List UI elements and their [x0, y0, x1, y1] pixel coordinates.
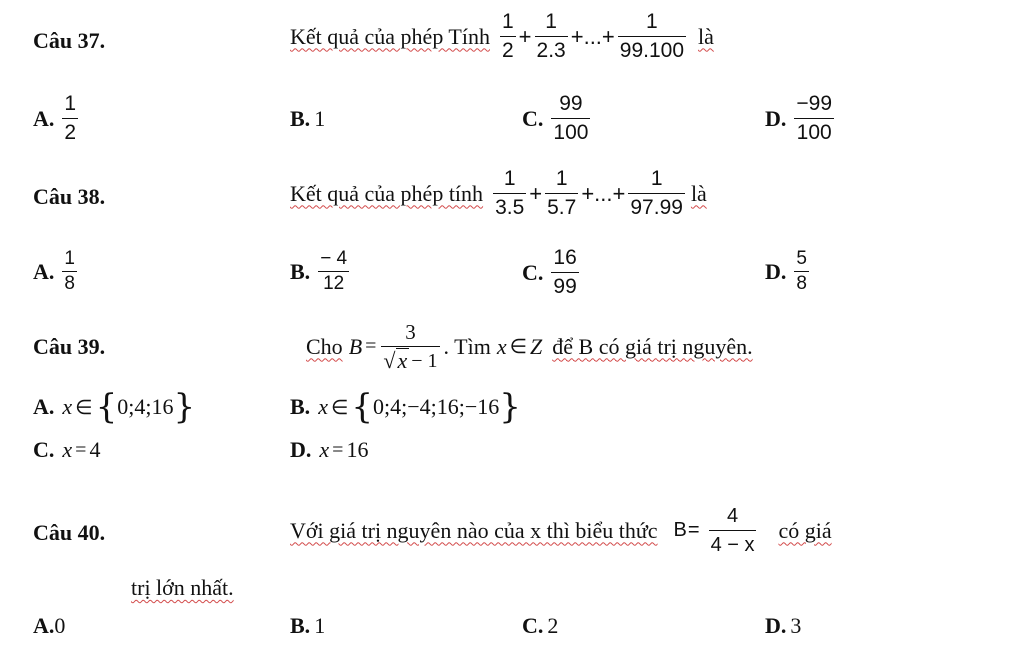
q37-fraction-1 — [500, 8, 516, 65]
q38-b-fraction — [318, 247, 349, 296]
option-value: 0 — [54, 613, 66, 638]
q39-question — [306, 318, 753, 375]
plus-sign: + — [518, 23, 532, 49]
numerator: 5 — [796, 248, 807, 269]
q38-prompt: Kết quả của phép tính — [290, 180, 484, 206]
q39-fraction — [381, 318, 439, 375]
q40-var: B — [673, 519, 687, 542]
option-value: 1 — [314, 613, 326, 638]
option-label: B. — [290, 258, 311, 284]
q37-question — [290, 8, 714, 65]
option-label: A. — [33, 105, 55, 131]
denominator: 4 − x — [710, 534, 755, 557]
q38-f2-numerator: 1 — [555, 167, 568, 190]
q38-fraction-3 — [628, 165, 685, 222]
plus-sign: + — [529, 180, 543, 206]
option-value: 2 — [547, 613, 559, 638]
q38-option-b[interactable] — [290, 247, 351, 296]
q40-suffix: có giá — [778, 517, 832, 543]
q39-cond-x: x — [496, 333, 507, 359]
set-values: 0;4;−4;16;−16 — [373, 394, 500, 419]
option-label: D. — [765, 258, 787, 284]
q40-option-d[interactable] — [765, 612, 801, 640]
option-label: D. — [765, 105, 787, 131]
denominator: 100 — [553, 121, 589, 145]
numerator: 1 — [64, 92, 77, 115]
numerator: 16 — [553, 246, 577, 269]
radicand: x — [397, 348, 408, 374]
q40-option-c[interactable] — [522, 612, 558, 640]
q38-f3-numerator: 1 — [650, 167, 663, 190]
q39-mid: . Tìm — [443, 333, 491, 359]
option-label: C. — [522, 259, 544, 285]
q40-question — [290, 502, 832, 559]
denominator: 100 — [796, 121, 832, 145]
denominator: 8 — [64, 273, 75, 295]
q37-option-d[interactable] — [765, 90, 836, 147]
q38-fraction-1 — [493, 165, 526, 222]
denominator: 12 — [323, 273, 345, 295]
q37-option-b[interactable] — [290, 105, 325, 133]
q38-f1-numerator: 1 — [503, 167, 516, 190]
q40-fraction — [709, 502, 757, 559]
q39-label: Câu 39. — [33, 334, 106, 359]
numerator: 3 — [405, 320, 416, 344]
option-label: B. — [290, 613, 311, 638]
option-value: 16 — [346, 437, 369, 462]
q39-option-a[interactable] — [33, 387, 196, 427]
var-x: x — [62, 394, 73, 419]
q38-c-fraction — [551, 244, 578, 301]
right-brace: } — [499, 387, 521, 427]
var-x: x — [62, 437, 73, 462]
denominator: 8 — [796, 273, 807, 295]
numerator: − 4 — [320, 248, 348, 269]
option-label: B. — [290, 394, 311, 419]
q38-suffix: là — [690, 180, 707, 206]
q37-option-a[interactable] — [33, 90, 80, 147]
left-brace: { — [351, 387, 374, 427]
q40-option-a[interactable] — [33, 612, 65, 640]
option-label: C. — [522, 105, 544, 131]
var-x: x — [318, 394, 328, 419]
q40-option-b[interactable] — [290, 612, 325, 640]
q39-option-c[interactable] — [33, 436, 100, 464]
q39-suffix: để B có giá trị nguyên. — [552, 333, 753, 359]
option-value: 1 — [314, 106, 326, 131]
q38-f3-denominator: 97.99 — [630, 196, 683, 220]
q39-option-b[interactable] — [290, 387, 521, 427]
q39-option-d[interactable] — [290, 436, 368, 464]
option-label: B. — [290, 106, 311, 131]
q39-cond-z: Z — [530, 333, 543, 359]
numerator: 4 — [726, 505, 739, 527]
q38-option-c[interactable] — [522, 244, 581, 301]
element-of-sign: ∈ — [75, 396, 93, 419]
q37-prompt: Kết quả của phép Tính — [290, 23, 490, 49]
q37-c-fraction — [551, 90, 590, 147]
ellipsis-plus: +...+ — [570, 23, 615, 49]
q38-a-fraction — [62, 247, 77, 296]
denominator: 2 — [64, 121, 77, 145]
element-of-sign: ∈ — [330, 396, 349, 419]
option-label: C. — [522, 613, 544, 638]
equals-sign: = — [75, 438, 87, 461]
q37-suffix: là — [698, 23, 714, 49]
q38-f2-denominator: 5.7 — [547, 196, 577, 220]
var-x: x — [319, 437, 330, 462]
q37-f1-denominator: 2 — [501, 39, 514, 63]
option-value: 4 — [89, 437, 101, 462]
minus-one: − 1 — [411, 350, 438, 373]
denominator: 99 — [553, 275, 577, 299]
option-label: A. — [33, 613, 55, 638]
q40-label: Câu 40. — [33, 520, 106, 545]
q38-label: Câu 38. — [33, 184, 106, 209]
q38-f1-denominator: 3.5 — [495, 196, 525, 220]
q40-continuation: trị lớn nhất. — [131, 575, 234, 600]
q38-option-a[interactable] — [33, 247, 79, 296]
equals-sign: = — [687, 519, 700, 542]
q37-option-c[interactable] — [522, 90, 592, 147]
q37-d-fraction — [794, 90, 834, 147]
q37-label: Câu 37. — [33, 28, 106, 53]
q37-f3-numerator: 1 — [646, 10, 658, 33]
radical-sign-icon: √ — [383, 348, 396, 374]
right-brace: } — [173, 387, 196, 427]
left-brace: { — [95, 387, 118, 427]
equals-sign: = — [332, 438, 344, 461]
q39-prompt: Cho — [306, 333, 343, 359]
option-label: D. — [290, 437, 312, 462]
option-label: A. — [33, 258, 55, 284]
equals-sign: = — [365, 335, 377, 358]
q37-fraction-2 — [535, 8, 568, 65]
q38-fraction-2 — [545, 165, 578, 222]
q39-var: B — [348, 333, 363, 359]
q37-f2-numerator: 1 — [545, 10, 557, 33]
q38-d-fraction — [794, 247, 809, 296]
q37-a-fraction — [62, 90, 78, 147]
q37-f1-numerator: 1 — [501, 10, 514, 33]
q37-f2-denominator: 2.3 — [536, 39, 566, 63]
q37-f3-denominator: 99.100 — [619, 39, 685, 63]
option-value: 3 — [790, 613, 802, 638]
option-label: A. — [33, 394, 55, 419]
sqrt — [383, 348, 409, 374]
q38-option-d[interactable] — [765, 247, 811, 296]
q40-prompt: Với giá trị nguyên nào của x thì biểu thức — [290, 517, 658, 543]
element-of-sign: ∈ — [509, 336, 527, 359]
set-values: 0;4;16 — [117, 394, 174, 419]
q37-fraction-3 — [618, 8, 686, 65]
numerator: 99 — [559, 92, 583, 115]
ellipsis-plus: +...+ — [581, 180, 626, 206]
denominator — [381, 347, 439, 375]
numerator: 1 — [64, 248, 75, 269]
q38-question — [290, 165, 707, 222]
option-label: C. — [33, 437, 55, 462]
option-label: D. — [765, 613, 787, 638]
numerator: −99 — [796, 92, 833, 115]
